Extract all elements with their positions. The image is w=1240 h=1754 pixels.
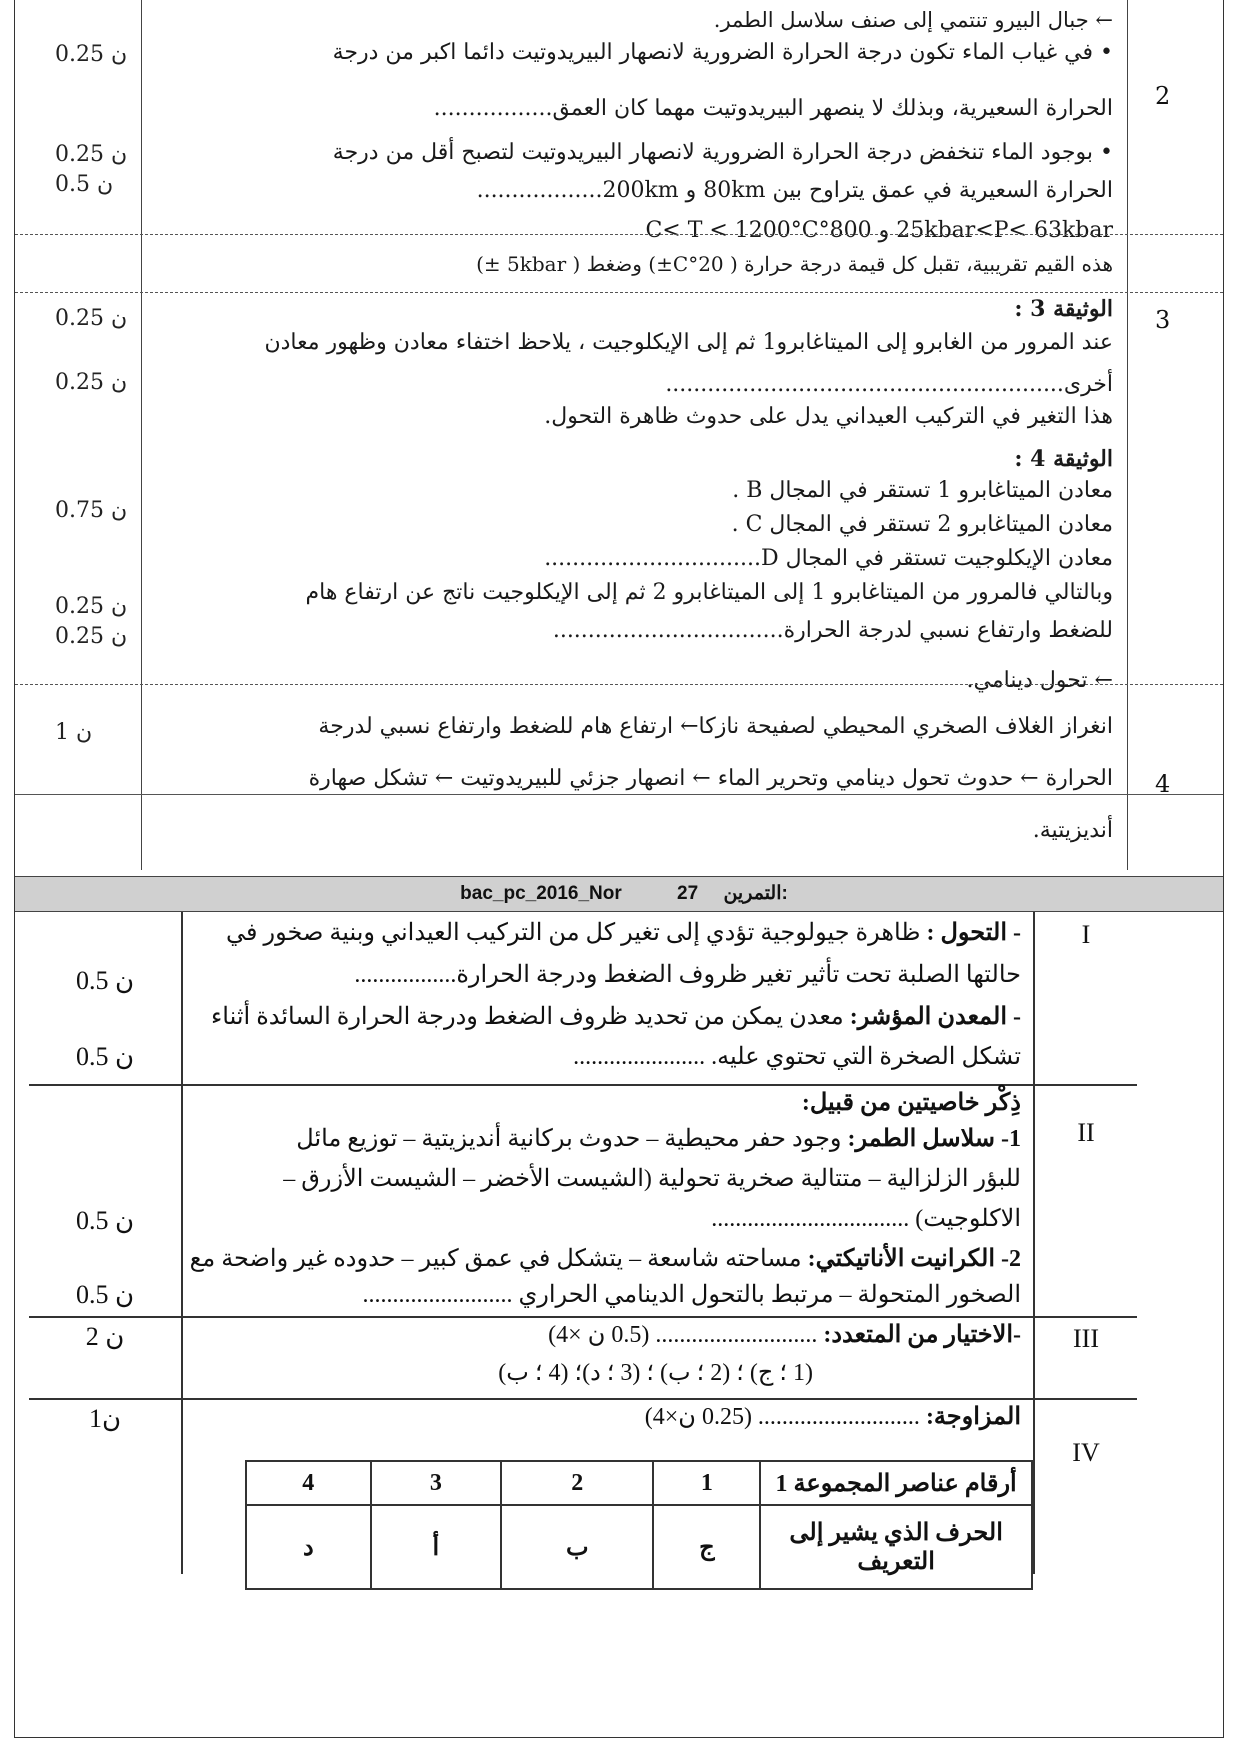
- table-cell: 1: [653, 1461, 760, 1505]
- term: 2- الكرانيت الأناتيكتي:: [807, 1246, 1021, 1272]
- text-line: • بوجود الماء تنخفض درجة الحرارة الضرورية لانصهار البيريدوتيت لتصبح أقل من درجة: [332, 140, 1113, 165]
- text-line: وبالتالي فالمرور من الميتاغابرو 1 إلى الميتاغابرو 2 ثم إلى الإيكلوجيت ناتج عن ارتفاع هام: [305, 580, 1113, 605]
- answer-cell: [181, 1398, 1033, 1574]
- score-cell: [29, 912, 183, 1084]
- table-row-III: [29, 1316, 1137, 1400]
- table-cell: أ: [371, 1505, 501, 1589]
- table-cell: ب: [501, 1505, 653, 1589]
- score: 0.25 ن: [55, 624, 128, 649]
- text-line: 25kbar<P< 63kbar و 800°C< T < 1200°C: [645, 218, 1113, 243]
- text-line: هذا التغير في التركيب العيداني يدل على حدوث ظاهرة التحول.: [544, 404, 1113, 429]
- score: 0.75 ن: [55, 498, 128, 523]
- row-separator: [15, 292, 1223, 293]
- text-line: الاكلوجيت) .................................: [711, 1206, 1021, 1232]
- text-line: الوثيقة 3 :: [1014, 296, 1113, 322]
- row-number: III: [1033, 1316, 1137, 1398]
- score: 0.5 ن: [55, 172, 114, 197]
- text-line: معادن الميتاغابرو 1 تستقر في المجال B .: [732, 478, 1113, 503]
- text-line: هذه القيم تقريبية، تقبل كل قيمة درجة حرارة ( 20°C±) وضغط ( 5kbar ±): [476, 252, 1113, 276]
- text-line: حالتها الصلبة تحت تأثير تغير ظروف الضغط ودرجة الحرارة.................: [354, 962, 1021, 988]
- definition: ظاهرة جيولوجية تؤدي إلى تغير كل من التركيب العيداني وبنية صخور في: [226, 920, 921, 946]
- row-number: II: [1033, 1084, 1137, 1316]
- term: 1- سلاسل الطمر:: [847, 1126, 1021, 1152]
- row-label-line: الحرف الذي يشير إلى: [789, 1520, 1003, 1546]
- text-line: أخرى.........................................................: [665, 372, 1113, 397]
- score: 1ن: [88, 1404, 122, 1433]
- score-cell: [29, 1084, 183, 1316]
- exercise-header-bar: [15, 876, 1223, 912]
- text-line: عند المرور من الغابرو إلى الميتاغابرو1 ثم إلى الإيكلوجيت ، يلاحظ اختفاء معادن وظهور معادن: [264, 330, 1113, 355]
- term: - التحول :: [926, 920, 1021, 946]
- text-line: الصخور المتحولة – مرتبط بالتحول الدينامي الحراري .........................: [362, 1282, 1021, 1308]
- text-line: الحرارة السعيرية في عمق يتراوح بين 80km و 200km..................: [476, 178, 1113, 203]
- text-line: للضغط وارتفاع نسبي لدرجة الحرارة.................................: [552, 618, 1113, 643]
- score: 0.5 ن: [75, 1042, 135, 1071]
- table-cell: ج: [653, 1505, 760, 1589]
- answer-cell: [181, 912, 1033, 1084]
- text-line: الحرارة ← حدوث تحول دينامي وتحرير الماء ← انصهار جزئي للبيريدوتيت ← تشكل صهارة: [308, 766, 1113, 791]
- score: 0.25 ن: [55, 42, 128, 67]
- text-line: [548, 1320, 1021, 1349]
- row-separator: [15, 794, 1223, 795]
- row-separator: [15, 234, 1223, 235]
- text-line: الحرارة السعيرية، وبذلك لا ينصهر البيريدوتيت مهما كان العمق.................: [433, 96, 1113, 121]
- question-number: 4: [1155, 770, 1171, 798]
- scanned-correction-section: [15, 0, 1223, 876]
- exercise-label: التمرين:: [723, 883, 788, 904]
- text-line: معادن الميتاغابرو 2 تستقر في المجال C .: [731, 512, 1113, 537]
- text-line: للبؤر الزلزالية – متتالية صخرية تحولية (الشيست الأخضر – الشيست الأزرق –: [283, 1166, 1021, 1192]
- table-row-II: [29, 1084, 1137, 1318]
- matching-table: [245, 1460, 1033, 1590]
- score: 0.5 ن: [75, 966, 135, 995]
- section-heading: -الاختيار من المتعدد:: [823, 1322, 1021, 1348]
- text-line: أنديزيتية.: [1032, 818, 1113, 843]
- answer-cell: [181, 1084, 1033, 1316]
- table-row-IV: [29, 1398, 1137, 1574]
- text-line: [226, 918, 1021, 947]
- mcq-answers: (1 ؛ ج) ؛ (2 ؛ ب) ؛ (3 ؛ د)؛ (4 ؛ ب): [498, 1360, 813, 1386]
- text-line: ← تحول دينامي.: [966, 668, 1113, 693]
- section-heading: المزاوجة:: [925, 1404, 1021, 1430]
- text-line: الوثيقة 4 :: [1014, 446, 1113, 472]
- table-cell: 4: [246, 1461, 371, 1505]
- exercise-number: 27: [677, 883, 699, 904]
- text-line: معادن الإيكلوجيت تستقر في المجال D...............................: [544, 546, 1113, 571]
- definition: وجود حفر محيطية – حدوث بركانية أنديزيتية – توزيع مائل: [296, 1126, 842, 1152]
- score: 0.5 ن: [75, 1206, 135, 1235]
- score-column-divider: [141, 0, 142, 870]
- answer-cell: [181, 1316, 1033, 1398]
- matching-row-numbers: [246, 1461, 1032, 1505]
- text-line: [190, 1244, 1021, 1273]
- table-cell: د: [246, 1505, 371, 1589]
- score-cell: [29, 1316, 183, 1398]
- row-label: أرقام عناصر المجموعة 1: [760, 1461, 1032, 1505]
- row-number: IV: [1033, 1398, 1137, 1574]
- table-cell: 2: [501, 1461, 653, 1505]
- text-line: • في غياب الماء تكون درجة الحرارة الضرورية لانصهار البيريدوتيت دائما اكبر من درجة: [332, 40, 1113, 65]
- term: - المعدن المؤشر:: [849, 1004, 1021, 1030]
- score: 0.25 ن: [55, 306, 128, 331]
- row-separator: [15, 684, 1223, 685]
- page: [14, 0, 1224, 1738]
- text-line: [296, 1124, 1021, 1153]
- points-note: ........................... (0.5 ن ×4): [548, 1322, 818, 1348]
- exam-code: bac_pc_2016_Nor: [460, 883, 622, 904]
- row-label: [760, 1505, 1032, 1589]
- text-line: [645, 1402, 1021, 1431]
- score: 0.25 ن: [55, 370, 128, 395]
- definition: مساحته شاسعة – يتشكل في عمق كبير – حدوده غير واضحة مع: [189, 1246, 802, 1272]
- points-note: ........................... (0.25 ن×4): [644, 1404, 920, 1430]
- score: 0.5 ن: [75, 1280, 135, 1309]
- text-line: [211, 1002, 1021, 1031]
- score-cell: [29, 1398, 183, 1574]
- row-number: I: [1033, 912, 1137, 1084]
- definition: معدن يمكن من تحديد ظروف الضغط ودرجة الحرارة السائدة أثناء: [211, 1004, 844, 1030]
- number-column-divider: [1127, 0, 1128, 870]
- score: 0.25 ن: [55, 142, 128, 167]
- matching-row-letters: [246, 1505, 1032, 1589]
- row-label-line: التعريف: [857, 1549, 935, 1575]
- score: 1 ن: [55, 720, 93, 745]
- text-line: ← جبال البيرو تنتمي إلى صنف سلاسل الطمر.: [713, 8, 1113, 32]
- text-line: تشكل الصخرة التي تحتوي عليه. ......................: [573, 1044, 1021, 1070]
- text-line: انغراز الغلاف الصخري المحيطي لصفيحة نازكا← ارتفاع هام للضغط وارتفاع نسبي لدرجة: [318, 714, 1113, 739]
- score: 2 ن: [85, 1322, 125, 1351]
- question-number: 3: [1155, 306, 1171, 334]
- question-number: 2: [1155, 82, 1171, 110]
- score: 0.25 ن: [55, 594, 128, 619]
- section-heading: ذِكْر خاصيتين من قبيل:: [801, 1090, 1021, 1116]
- table-row-I: [29, 912, 1137, 1086]
- table-cell: 3: [371, 1461, 501, 1505]
